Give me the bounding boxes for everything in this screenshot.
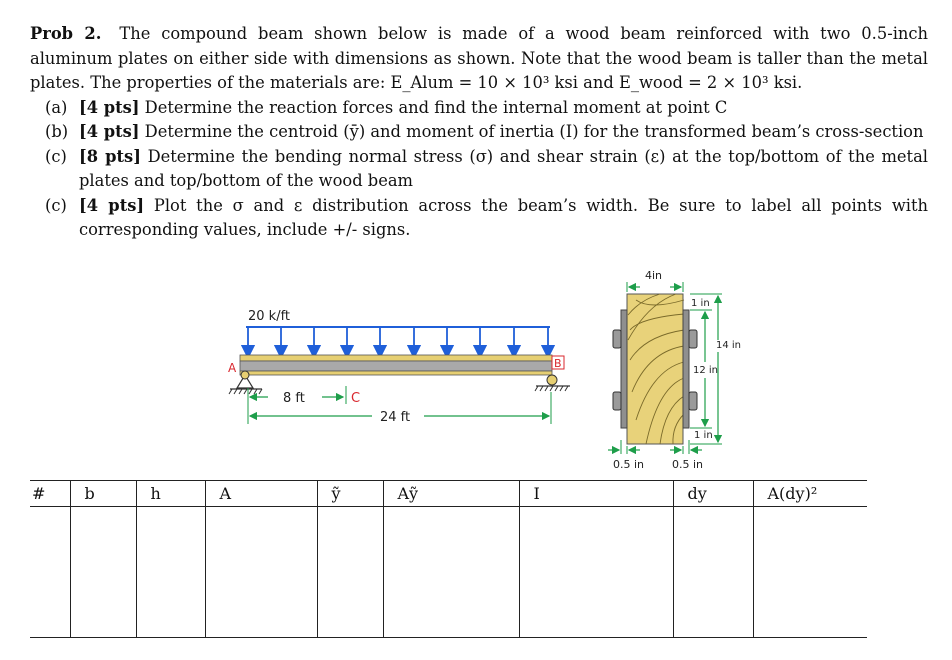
part-points: [4 pts]	[79, 195, 145, 215]
calculation-table	[30, 480, 867, 638]
part-label: (c)	[45, 195, 67, 215]
table-cell[interactable]	[519, 507, 673, 638]
part-points: [4 pts]	[79, 122, 140, 141]
section-total-height: 14 in	[716, 340, 742, 351]
label-b: B	[554, 357, 562, 370]
col-area: A	[205, 481, 317, 507]
part-points: [4 pts]	[79, 97, 140, 117]
table-cell[interactable]	[753, 507, 867, 638]
section-bottom-gap: 1 in	[694, 430, 713, 441]
left-plate	[621, 310, 627, 428]
distributed-load	[246, 327, 550, 352]
label-c: C	[351, 391, 361, 406]
part-label: (a)	[45, 97, 68, 117]
col-number: #	[30, 481, 70, 507]
beam-figure	[228, 309, 570, 425]
wood-core	[627, 294, 683, 444]
dim-ab-label: 24 ft	[380, 410, 411, 425]
part-text: Determine the reaction forces and find the internal moment at point C	[144, 97, 728, 117]
col-y-tilde: ỹ	[317, 481, 383, 507]
table-cell[interactable]	[383, 507, 519, 638]
problem-intro-text: The compound beam shown below is made of a wood beam reinforced with two 0.5-inch aluminum plates on either side with dimensions as shown. Note that the wood beam is taller than the metal plates. The properties of the materials are: E_Alum = 10 × 10³ ksi and E_wood = 2 × 10³ ksi.	[30, 24, 928, 92]
part-text: Determine the bending normal stress (σ) and shear strain (ε) at the top/bottom of the metal plates and top/bottom of the wood beam	[79, 146, 928, 190]
col-dy: dy	[673, 481, 753, 507]
table-cell[interactable]	[205, 507, 317, 638]
right-plate	[683, 310, 689, 428]
right-plate-thickness: 0.5 in	[672, 458, 704, 471]
part-label: (c)	[45, 146, 67, 166]
section-plate-height: 12 in	[693, 365, 719, 376]
table-cell[interactable]	[673, 507, 753, 638]
part-text: Plot the σ and ε distribution across the beam’s width. Be sure to label all points with corresponding values, include +/- signs.	[79, 195, 928, 239]
col-h: h	[136, 481, 205, 507]
col-inertia: I	[519, 481, 673, 507]
left-plate-thickness: 0.5 in	[613, 458, 645, 471]
table-cell[interactable]	[317, 507, 383, 638]
support-b	[535, 375, 570, 391]
problem-number: Prob 2.	[30, 24, 102, 43]
dim-ac-label: 8 ft	[283, 391, 305, 406]
part-points: [8 pts]	[79, 146, 141, 166]
distributed-load-label: 20 k/ft	[248, 309, 291, 324]
table-header-row	[30, 481, 867, 507]
part-label: (b)	[45, 122, 69, 141]
part-text: Determine the centroid (ȳ) and moment of inertia (I) for the transformed beam’s cross-section	[144, 122, 924, 141]
table-cell[interactable]	[136, 507, 205, 638]
section-top-gap: 1 in	[691, 298, 710, 309]
col-a-dy-squared: A(dy)²	[753, 481, 867, 507]
col-a-y-tilde: Aỹ	[383, 481, 519, 507]
table-cell[interactable]	[70, 507, 136, 638]
beam-body	[240, 355, 552, 375]
table-cell[interactable]	[30, 507, 70, 638]
section-width-label: 4in	[645, 269, 663, 282]
cross-section-figure	[608, 269, 741, 471]
table-row	[30, 507, 867, 638]
col-b: b	[70, 481, 136, 507]
label-a: A	[228, 361, 237, 375]
